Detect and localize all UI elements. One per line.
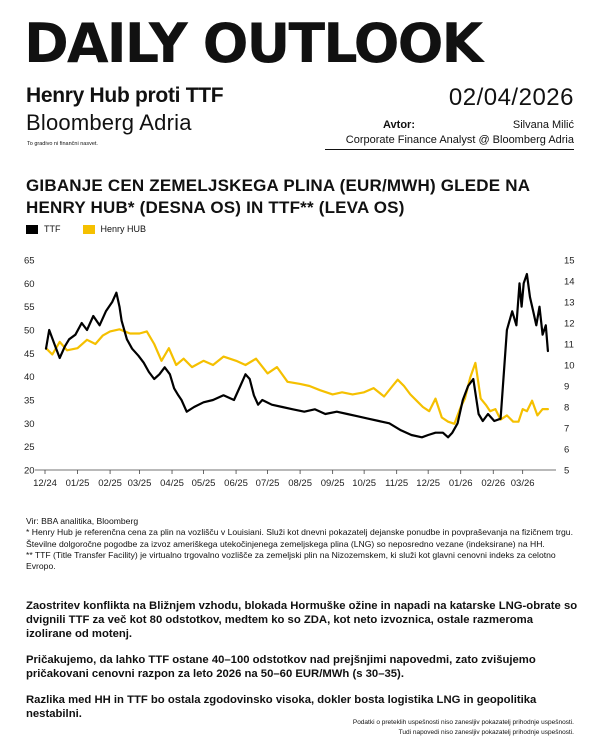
x-tick-label: 12/24: [33, 478, 57, 489]
x-tick-label: 01/25: [65, 478, 90, 489]
brand-logo: Bloomberg Adria: [26, 110, 192, 135]
source-line: Vir: BBA analitika, Bloomberg: [26, 516, 139, 526]
x-tick-label: 03/25: [127, 478, 152, 489]
left-tick-label: 50: [24, 325, 35, 337]
x-tick-label: 08/25: [288, 478, 312, 489]
author-label: Avtor:: [383, 119, 415, 131]
ttf-series-line: [46, 274, 548, 437]
commentary-paragraph: Zaostritev konflikta na Bližnjem vzhodu, blokada Hormuške ožine in napadi na katarske LNG-obrate so dvignili TTF za več kot 80 odstotkov, medtem ko so ZDA, kot neto izvoznica, ostale razmeroma izolirane od motenj.: [26, 600, 578, 640]
x-tick-label: 05/25: [191, 478, 216, 489]
right-tick-label: 15: [564, 255, 575, 267]
author-name: Silvana Milić: [512, 119, 574, 131]
commentary: [26, 599, 578, 733]
left-tick-label: 65: [24, 255, 35, 267]
legend-swatch-henry-hub: [83, 225, 95, 234]
x-tick-label: 03/26: [510, 478, 535, 489]
right-tick-label: 9: [564, 381, 570, 393]
right-tick-label: 5: [564, 465, 570, 477]
x-tick-label: 12/25: [416, 478, 441, 489]
report-title: DAILY OUTLOOK: [24, 12, 482, 75]
legend-label-ttf: TTF: [44, 224, 61, 234]
x-tick-label: 01/26: [448, 478, 473, 489]
footnote-henry-hub: * Henry Hub je referenčna cena za plin na vozlišču v Louisiani. Služi kot dnevni pokazatelj dejanske ponudbe in povpraševanja na fizičnem trgu. Številne dolgoročne pogodbe za izvoz ameriškega utekočinjenega zemeljskega plina (LNG) so neposredno vezane (indeksirane) na HH.: [26, 527, 573, 549]
chart-sources: [26, 516, 576, 572]
chart-legend: [26, 224, 168, 234]
legend-swatch-ttf: [26, 225, 38, 234]
right-tick-label: 7: [564, 423, 570, 435]
commentary-paragraph: Pričakujemo, da lahko TTF ostane 40–100 odstotkov nad prejšnjimi napovedmi, zato zvišujemo pričakovani cenovni razpon za leto 2026 na 50–60 EUR/MWh (s 30–35).: [26, 654, 536, 680]
right-tick-label: 8: [564, 402, 570, 414]
brand-disclaimer: To gradivo ni finančni nasvet.: [27, 141, 98, 147]
report-date: 02/04/2026: [448, 84, 574, 111]
footer-disclaimer-2: Tudi napovedi niso zanesljiv pokazatelj prihodnje uspešnosti.: [398, 729, 574, 736]
right-tick-label: 11: [564, 339, 574, 351]
x-tick-label: 02/25: [98, 478, 122, 489]
header-divider: [325, 149, 574, 150]
right-tick-label: 13: [564, 297, 575, 309]
legend-item-ttf: [26, 224, 61, 234]
footnote-ttf: ** TTF (Title Transfer Facility) je virtualno trgovalno vozlišče za zemeljski plin na Nizozemskem, ki služi kot glavni cenovni indeks za celotno Evropo.: [26, 549, 556, 572]
left-tick-label: 25: [24, 442, 35, 454]
x-tick-label: 02/26: [481, 478, 506, 489]
commentary-paragraph: Razlika med HH in TTF bo ostala zgodovinsko visoka, dokler bosta logistika LNG in geopolitika nestabilni.: [26, 694, 537, 720]
author-role: Corporate Finance Analyst @ Bloomberg Adria: [345, 134, 574, 146]
x-tick-label: 06/25: [224, 478, 248, 489]
x-tick-label: 11/25: [385, 478, 409, 489]
legend-item-henry-hub: [83, 224, 147, 234]
chart-title: GIBANJE CEN ZEMELJSKEGA PLINA (EUR/MWH) GLEDE NA HENRY HUB* (DESNA OS) IN TTF** (LEVA OS): [26, 176, 530, 217]
gas-price-chart: [0, 248, 600, 498]
right-tick-label: 12: [564, 318, 575, 330]
x-tick-label: 09/25: [320, 478, 345, 489]
x-tick-label: 07/25: [255, 478, 280, 489]
right-tick-label: 10: [564, 360, 575, 372]
left-tick-label: 55: [24, 302, 35, 314]
x-tick-label: 04/25: [160, 478, 184, 489]
left-tick-label: 20: [24, 465, 35, 477]
left-tick-label: 45: [24, 348, 35, 360]
left-tick-label: 60: [24, 278, 35, 290]
footer-disclaimer-1: Podatki o preteklih uspešnosti niso zanesljiv pokazatelj prihodnje uspešnosti.: [352, 719, 574, 726]
left-tick-label: 35: [24, 395, 35, 407]
left-tick-label: 30: [24, 418, 35, 430]
right-tick-label: 6: [564, 444, 570, 456]
right-tick-label: 14: [564, 276, 575, 288]
x-tick-label: 10/25: [352, 478, 377, 489]
legend-label-henry-hub: Henry HUB: [100, 224, 147, 234]
left-tick-label: 40: [24, 372, 35, 384]
report-subtitle: Henry Hub proti TTF: [26, 84, 224, 107]
